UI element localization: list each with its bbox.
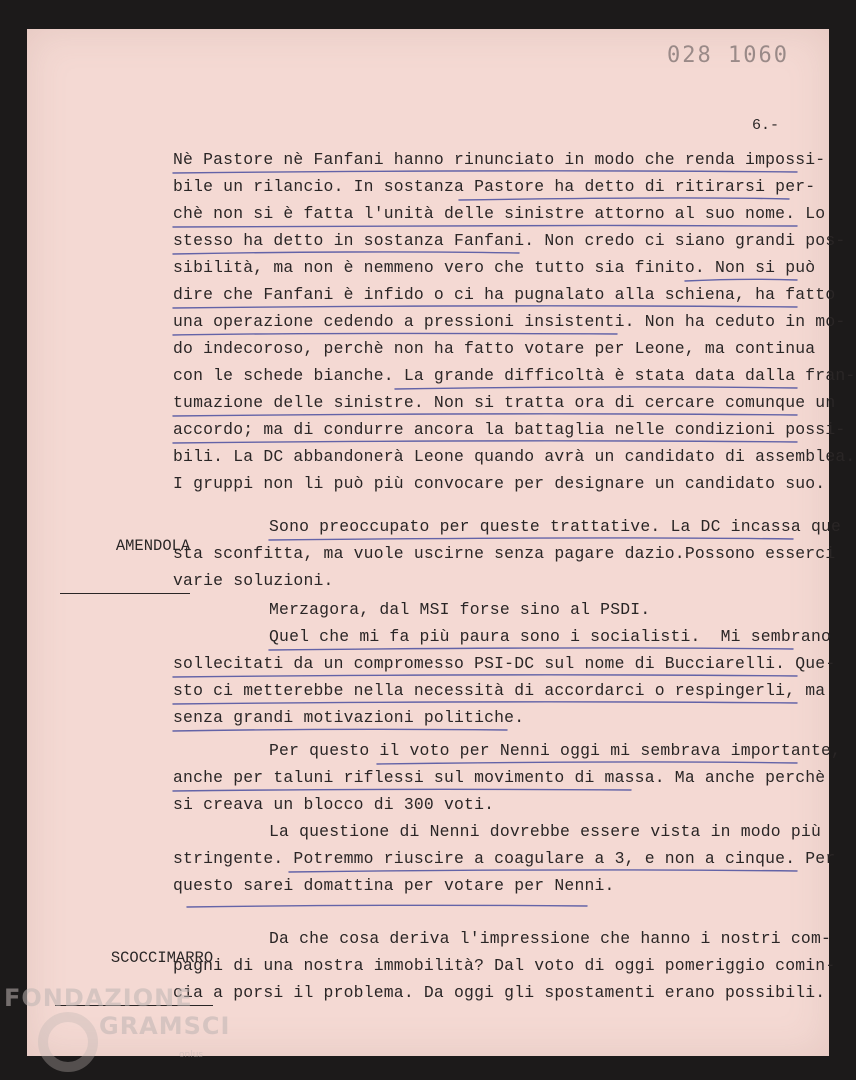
pen-underline — [173, 441, 797, 443]
text-line: senza grandi motivazioni politiche. — [173, 708, 525, 727]
watermark-line2: GRAMSCI — [99, 1012, 231, 1040]
pen-underline — [269, 538, 793, 540]
text-line: sta sconfitta, ma vuole uscirne senza pagare dazio.Possono esserci — [173, 544, 836, 563]
text-line: dire che Fanfani è infido o ci ha pugnalato alla schiena, ha fatto — [173, 285, 836, 304]
pen-underline — [173, 225, 797, 227]
text-line: varie soluzioni. — [173, 571, 334, 590]
text-line: sibilità, ma non è nemmeno vero che tutto sia finito. Non si può — [173, 258, 816, 277]
text-line: pagni di una nostra immobilità? Dal voto di oggi pomeriggio comin- — [173, 956, 836, 975]
pen-underline — [269, 648, 793, 650]
pen-underline — [173, 252, 519, 254]
text-line: stringente. Potremmo riuscire a coagulare a 3, e non a cinque. Per — [173, 849, 836, 868]
text-line: I gruppi non li può più convocare per designare un candidato suo. — [173, 474, 826, 493]
text-line: cia a porsi il problema. Da oggi gli spostamenti erano possibili. — [173, 983, 826, 1002]
text-line: anche per taluni riflessi sul movimento di massa. Ma anche perchè — [173, 768, 826, 787]
text-line: bile un rilancio. In sostanza Pastore ha detto di ritirarsi per- — [173, 177, 816, 196]
text-line: chè non si è fatta l'unità delle sinistre attorno al suo nome. Lo — [173, 204, 826, 223]
speaker-underline — [60, 593, 190, 594]
text-line: Nè Pastore nè Fanfani hanno rinunciato in modo che renda impossi- — [173, 150, 826, 169]
text-line: Da che cosa deriva l'impressione che hanno i nostri com- — [269, 929, 832, 948]
text-line: tumazione delle sinistre. Non si tratta ora di cercare comunque un — [173, 393, 836, 412]
page-number: 6.- — [752, 117, 780, 134]
text-line: con le schede bianche. La grande difficoltà è stata data dalla fran- — [173, 366, 856, 385]
typewritten-sheet — [27, 29, 856, 1056]
text-line: Per questo il voto per Nenni oggi mi sembrava importante, — [269, 741, 842, 760]
speaker-label: AMENDOLA — [115, 537, 191, 555]
text-line: Merzagora, dal MSI forse sino al PSDI. — [269, 600, 651, 619]
pen-underline — [459, 198, 789, 200]
text-line: do indecoroso, perchè non ha fatto votare per Leone, ma continua — [173, 339, 816, 358]
speaker-label: SCOCCIMARRO — [110, 949, 214, 967]
pen-underline — [377, 762, 797, 764]
pen-underline — [173, 306, 797, 308]
pen-underline — [173, 702, 797, 704]
text-line: Quel che mi fa più paura sono i socialisti. Mi sembrano — [269, 627, 832, 646]
pen-underline — [173, 333, 617, 335]
archive-code: 028 1060 — [667, 43, 789, 68]
pen-underline — [173, 789, 631, 791]
text-line: sto ci metterebbe nella necessità di accordarci o respingerli, ma — [173, 681, 826, 700]
speaker-name-amendola — [60, 519, 190, 591]
text-line: si creava un blocco di 300 voti. — [173, 795, 495, 814]
text-line: questo sarei domattina per votare per Nenni. — [173, 876, 615, 895]
watermark-line3: onlus — [179, 1050, 204, 1060]
pen-underline — [685, 279, 797, 281]
gramsci-logo-icon — [38, 1012, 98, 1072]
text-line: stesso ha detto in sostanza Fanfani. Non credo ci siano grandi pos- — [173, 231, 846, 250]
pen-underline — [173, 414, 797, 416]
pen-underline — [289, 870, 797, 872]
text-line: Sono preoccupato per queste trattative. La DC incassa que — [269, 517, 842, 536]
text-line: accordo; ma di condurre ancora la battaglia nelle condizioni possi- — [173, 420, 846, 439]
fondazione-gramsci-watermark — [4, 984, 231, 1074]
pen-underline — [173, 675, 797, 677]
text-line: sollecitati da un compromesso PSI-DC sul nome di Bucciarelli. Que- — [173, 654, 836, 673]
pen-underline — [187, 905, 587, 907]
pen-underline — [173, 729, 507, 731]
text-line: La questione di Nenni dovrebbe essere vista in modo più — [269, 822, 821, 841]
text-line: bili. La DC abbandonerà Leone quando avrà un candidato di assemblea. — [173, 447, 856, 466]
pen-underline — [395, 387, 797, 389]
pen-underline — [173, 171, 797, 173]
watermark-line1: FONDAZIONE — [4, 984, 193, 1012]
text-line: una operazione cedendo a pressioni insistenti. Non ha ceduto in mo- — [173, 312, 846, 331]
